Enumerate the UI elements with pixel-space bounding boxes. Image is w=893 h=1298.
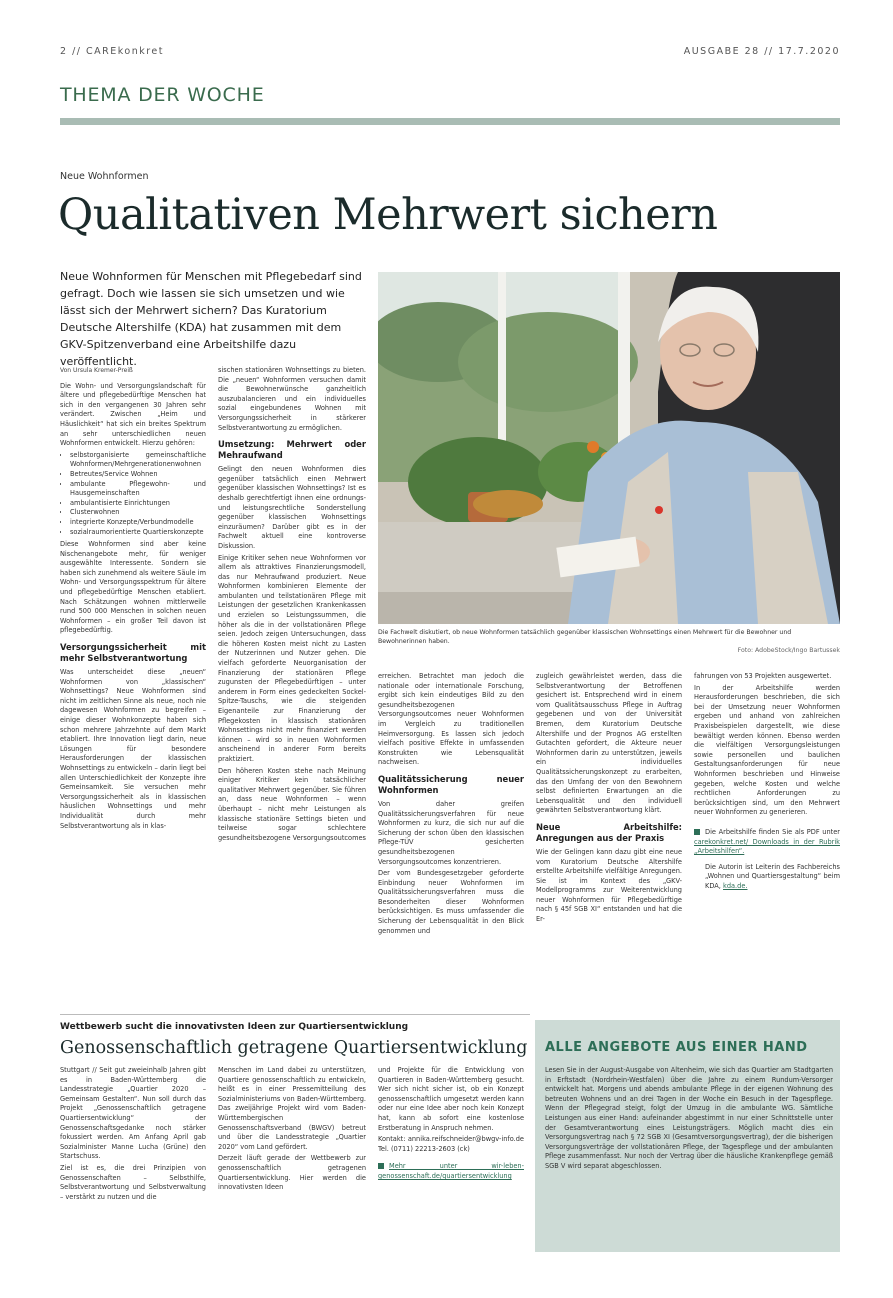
box2-more-info [378,1162,524,1181]
info-note-text: Die Arbeitshilfe finden Sie als PDF unter [705,827,840,836]
col5-paragraph-2: In der Arbeitshilfe werden Herausforderungen beschrieben, die sich bei der Umsetzung neuer Wohnformen ergeben und anhand von zahlreichen Praxisbeispielen dargestellt, wie diese bewältigt werden können. Ebenso werden die vielfältigen Versorgungsleistungen sowie personellen und baulichen Gestaltungsanforderungen für neue Wohnformen beschrieben und Hinweise gegeben, welche Kosten und welche rechtlichen Anforderungen zu berücksichtigen sind, um den Mehrwert neuer Wohnformen zu generieren. [694,683,840,817]
article-author: Von Ursula Kremer-Preiß [60,367,133,374]
quartier-link[interactable]: Mehr unter wir-leben-genossenschaft.de/quartiersentwicklung [378,1162,524,1180]
article-column-1 [60,366,206,1006]
col1-paragraph-2: Diese Wohnformen sind aber keine Nischenangebote mehr, für weniger ausgewählte Interessente. Sondern sie haben sich zunehmend als weitere Säule im Wohn- und Versorgungsspektrum für ältere und pflegebedürftige Menschen etabliert. Nach Schätzungen wohnen mittlerweile rund 500 000 Menschen in solchen neuen Wohnformen – ein großer Teil davon ist pflegebedürftig. [60,540,206,635]
list-item: • selbstorganisierte gemeinschaftliche Wohnformen/Mehrgenerationenwohnen [70,451,206,470]
photo-caption [378,628,840,655]
info-note-author [694,863,840,892]
article-column-4 [536,672,682,1006]
col1-paragraph-3: Was unterscheidet diese „neuen“ Wohnformen von „klassischen“ Wohnsettings? Neue Wohnformen sind nicht im zeitlichen Sinne als neue, noch nie dagewesen Wohnformen zu begreifen – einige dieser Wohnkonzepte haben sich schon mehrere Jahrzehnte auf dem Markt etabliert. Ihre Innovation liegt darin, neue Lösungen für besondere Herausforderungen der klassischen Wohnsettings zu entwickeln – darin liegt bei allen Unterschiedlichkeit der Konzepte ihre Gemeinsamkeit. Sie versuchen mehr Versorgungssicherheit als in klassischen häuslichen Wohnsettings und mehr Individualität durch mehr Selbstverantwortung als in klas- [60,668,206,830]
col2-paragraph-3: Einige Kritiker sehen neue Wohnformen vor allem als attraktives Finanzierungsmodell, das nur Mehraufwand produziert. Neue Wohnformen kombinieren Elemente der ambulanten und teilstationären Pflege mit Leistungen der gesetzlichen Krankenkassen und erzielen so Leistungssummen, die höher als die in der vollstationären Pflege seien. Jedoch zeigen Untersuchungen, dass die höheren Kosten meist nicht zu Lasten der Nutzerinnen und Nutzer gehen. Die vielfach geforderte Neuorganisation der Finanzierung der stationären Pflege zugunsten der Pflegebedürftigen – unter anderem in Form eines gedeckelten Sockel-Spitze-Tauschs, wie die steigenden Eigenanteile zur Finanzierung der Pflegekosten in klassisch stationären Wohnsettings nicht mehr finanziert werden können – wird so in neuen Wohnformen anscheinend in anderer Form bereits praktiziert. [218,553,366,763]
page-info: 2 // CAREkonkret [60,46,164,57]
section-rule [60,118,840,125]
list-item: • integrierte Konzepte/Verbundmodelle [70,518,206,528]
col3-paragraph-1: erreichen. Betrachtet man jedoch die nationale oder internationale Forschung, ergibt sich kein eindeutiges Bild zu den gesundheitsbezogenen Versorgungsoutcomes neuer Wohnformen im Vergleich zu traditionellen Heimversorgung. Es lassen sich jedoch vielfach positive Effekte in umfassenden Konstrukten wie Lebensqualität nachweisen. [378,672,524,767]
box2-column-2 [218,1066,366,1256]
col3-subheading: Qualitätssicherung neuer Wohnformen [378,773,524,795]
section-title: THEMA DER WOCHE [60,84,265,106]
kda-link[interactable]: kda.de. [723,881,748,890]
list-item: • ambulante Pflegewohn- und Hausgemeinschaften [70,480,206,499]
box-divider [60,1014,530,1015]
col2-paragraph-2: Gelingt den neuen Wohnformen dies gegenüber tatsächlich einen Mehrwert gegenüber klassischen Wohnsettings? Ist es deshalb gerechtfertigt ihnen eine ordnungs- und leistungsrechtliche Sonderstellung gegenüber klassischen Wohnsettings einzuräumen? Darüber gibt es in der Fachwelt aktuell eine kontroverse Diskussion. [218,465,366,550]
wohnformen-list [60,451,206,537]
col3-paragraph-3: Der vom Bundesgesetzgeber geforderte Einbindung neuer Wohnformen im Qualitätssicherungsverfahren muss die Besonderheiten dieser Wohnformen berücksichtigen. Es muss umfassender die Sicherung der Lebensqualität in den Blick genommen und [378,869,524,935]
col4-paragraph-1: zugleich gewährleistet werden, dass die Selbstverantwortung der Betroffenen gesichert ist. Entsprechend wird in einem vom Qualitätsausschuss Pflege in Auftrag gegebenen und von der Universität Bremen, dem Kuratorium Deutsche Altershilfe und der Prognos AG erstellten Gutachten gefordert, die Akteure neuer Wohnformen darin zu unterstützen, jeweils ein individuelles Qualitätssicherungskonzept zu erarbeiten, das den Umfang der von den Bewohnern selbst definierten Erwartungen an die Lebensqualität und den individuell gewährten Selbstverantwortung klärt. [536,672,682,815]
box2-col3-paragraph-1: und Projekte für die Entwicklung von Quartieren in Baden-Württemberg gesucht. Wer sich nicht sicher ist, ob ein Konzept genossenschaftlich umgesetzt werden kann oder nur eine Idee aber noch kein Konzept hat, kann ab sofort eine kostenlose Erstberatung in Anspruch nehmen. [378,1066,524,1132]
author-note-text: Die Autorin ist Leiterin des Fachbereichs „Wohnen und Quartiersgestaltung“ beim KDA, [705,862,840,890]
box2-column-3 [378,1066,524,1256]
sidebar-title: ALLE ANGEBOTE AUS EINER HAND [545,1040,808,1055]
square-bullet-icon [378,1163,384,1169]
col1-subheading: Versorgungssicherheit mit mehr Selbstverantwortung [60,642,206,664]
box2-col2-paragraph-1: Menschen im Land dabei zu unterstützen, Quartiere genossenschaftlich zu entwickeln, heißt es in einer Pressemitteilung des Sozialministeriums von Baden-Württemberg. Das zweijährige Projekt wird vom Baden-Württembergischen Genossenschaftsverband (BWGV) betreut und über die Landesstrategie „Quartier 2020“ vom Land gefördert. [218,1066,366,1151]
col1-paragraph-1: Die Wohn- und Versorgungslandschaft für ältere und pflegebedürftige Menschen hat sich in den vergangenen 30 Jahren sehr verändert. Zwischen „Heim und Häuslichkeit“ hat sich ein breites Spektrum an sehr unterschiedlichen neuen Wohnformen entwickelt. Hierzu gehören: [60,381,206,448]
download-link[interactable]: carekonkret.net/ Downloads in der Rubrik „Arbeitshilfen“. [694,837,840,856]
article-kicker: Neue Wohnformen [60,171,149,182]
sidebar-text: Lesen Sie in der August-Ausgabe von Altenheim, wie sich das Quartier am Stadtgarten in Erftstadt (Nordrhein-Westfalen) über die Jahre zu einem Rundum-Versorger entwickelt hat. Morgens und abends ambulante Pflege in der eigenen Wohnung des betreuten Wohnens und an drei Tagen in der Woche ein Besuch in der Tagespflege. Wenn der Pflegegrad steigt, folgt der Umzug in die ambulante WG. Sämtliche Leistungen aus einer Hand: aufeinander abgestimmt in nur einer Schnittstelle unter der Gesamtverantwortung eines Leistungsträgers. Möglich macht dies ein Versorgungsvertrag nach § 72 SGB XI (Gesamtversorgungsvertrag), der die bisherigen Versorgungsverträge der vollstationären Pflege, der Tagespflege und der ambulanten Pflege zusammenfasst. Nur noch der Vertrag über die häusliche Krankenpflege gemäß SGB V wird separat abgeschlossen. [545,1066,833,1170]
col2-paragraph-4: Den höheren Kosten stehe nach Meinung einiger Kritiker kein tatsächlicher qualitativer Mehrwert gegenüber. Sie führen an, dass neue Wohnformen – wenn überhaupt – nicht mehr Leistungen als klassische stationäre Settings bieten und teilweise sogar schlechtere gesundheitsbezogene Versorgungsoutcomes [218,766,366,842]
box2-contact: Kontakt: annika.reifschneider@bwgv-info.de Tel. (0711) 22213-2603 (ck) [378,1135,524,1153]
col3-paragraph-2: Von daher greifen Qualitätssicherungsverfahren für neue Wohnformen zu kurz, die sich nur auf die Sicherung der schon üben den klassischen Pflege-TÜV gesicherten gesundheitsbezogenen Versorgungsoutcomes konzentrieren. [378,799,524,866]
col5-paragraph-1: fahrungen von 53 Projekten ausgewertet. [694,672,832,680]
list-item: • sozialraumorientierte Quartierskonzepte [70,528,206,538]
box2-kicker: Wettbewerb sucht die innovativsten Ideen zur Quartiersentwicklung [60,1022,409,1032]
caption-text: Die Fachwelt diskutiert, ob neue Wohnformen tatsächlich gegenüber klassischen Wohnsettings einen Mehrwert für die Bewohner und Bewohnerinnen haben. [378,629,792,645]
article-column-5 [694,672,840,1006]
box2-headline: Genossenschaftlich getragene Quartiersentwicklung [60,1038,528,1058]
col4-paragraph-2: Wie der Gelingen kann dazu gibt eine neue vom Kuratorium Deutsche Altershilfe erstellte Arbeitshilfe vielfältige Anregungen. Sie ist im Kontext des „GKV-Modellprogramms zur Weiterentwicklung neuer Wohnformen für Pflegebedürftige nach § 45f SGB XI“ entstanden und hat die Er- [536,847,682,924]
article-photo [378,272,840,624]
list-item: • Clusterwohnen [70,508,206,518]
square-bullet-icon [694,829,700,835]
issue-info: AUSGABE 28 // 17.7.2020 [683,46,840,57]
info-note-download [694,828,840,857]
elderly-woman-photo [378,272,840,624]
box2-col1-paragraph-2: Ziel ist es, die drei Prinzipien von Genossenschaften – Selbsthilfe, Selbstverantwortung und Selbstverwaltung – verstärkt zu nutzen und die [60,1163,206,1201]
col2-subheading: Umsetzung: Mehrwert oder Mehraufwand [218,439,366,461]
article-column-3 [378,672,524,1006]
article-headline: Qualitativen Mehrwert sichern [58,190,718,240]
article-column-2 [218,366,366,1006]
col4-subheading: Neue Arbeitshilfe: Anregungen aus der Praxis [536,821,682,843]
list-item: • Betreutes/Service Wohnen [70,470,206,480]
box2-column-1 [60,1066,206,1256]
article-lead: Neue Wohnformen für Menschen mit Pflegebedarf sind gefragt. Doch wie lassen sie sich umsetzen und wie lässt sich der Mehrwert sichern? Das Kuratorium Deutsche Altershilfe (KDA) hat zusammen mit dem GKV-Spitzenverband eine Arbeitshilfe dazu veröffentlicht. [60,270,362,368]
photo-credit: Foto: AdobeStock/Ingo Bartussek [737,647,840,654]
box2-col2-paragraph-2: Derzeit läuft gerade der Wettbewerb zur genossenschaftlich getragenen Quartiersentwicklung. Hier werden die innovativsten Ideen [218,1154,366,1192]
list-item: • ambulantisierte Einrichtungen [70,499,206,509]
col2-paragraph-1: sischen stationären Wohnsettings zu bieten. Die „neuen“ Wohnformen versuchen damit die Bewohnerwünsche ganzheitlich auszubalancieren und ein individuelles sozial eingebundenes Wohnen mit Versorgungssicherheit in stärkerer Selbstverantwortung zu ermöglichen. [218,366,366,432]
box2-col1-paragraph-1: Stuttgart // Seit gut zweieinhalb Jahren gibt es in Baden-Württemberg die Landesstrategie „Quartier 2020 – Gemeinsam Gestalten“. Nun soll durch das Projekt „Genossenschaftlich getragene Quartiersentwicklung“ der Genossenschaftsgedanke noch stärker fokussiert werden. Am Anfang April gab Sozialminister Manne Lucha (Grüne) den Startschuss. [60,1066,206,1161]
